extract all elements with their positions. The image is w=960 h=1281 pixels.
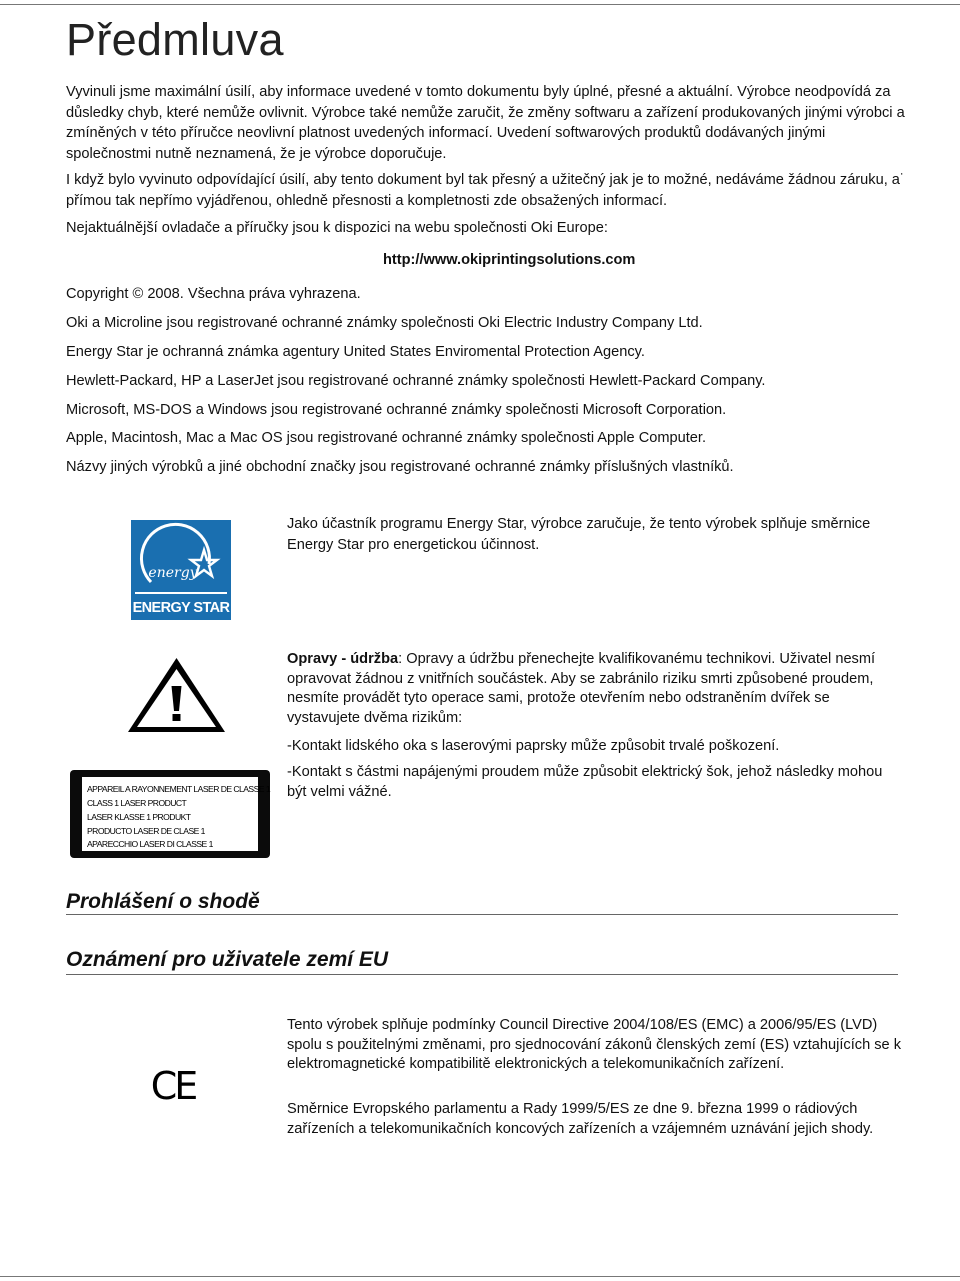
- top-rule: [0, 4, 960, 5]
- safety-heading: Opravy - údržba: [287, 651, 399, 667]
- safety-text: : Opravy a údržbu přenechejte kvalifikovanému technikovi. Uživatel nesmí opravovat žádnou z vnitřních součástek. Aby se zabránilo riziku smrti způsobené proudem, nesmíte provádět tyto operace sami, protože otevřením nebo odstraněním dvířek se vystavujete dvěma rizikům:: [287, 651, 876, 726]
- intro-paragraph-3: Nejaktuálnější ovladače a příručky jsou k dispozici na webu společnosti Oki Europe:: [66, 220, 608, 236]
- laser-label-line-es: PRODUCTO LASER DE CLASE 1: [87, 826, 205, 836]
- website-link[interactable]: http://www.okiprintingsolutions.com: [383, 252, 636, 268]
- trademark-energy-star: Energy Star je ochranná známka agentury United States Enviromental Protection Agency.: [66, 344, 645, 360]
- section-rule-conformity: [66, 914, 898, 915]
- eu-radio-directive-paragraph: Směrnice Evropského parlamentu a Rady 1999/5/ES ze dne 9. března 1999 o rádiových zařízeních a telekomunikačních koncových zařízeních a vzájemném uznávání jejich shody.: [287, 1101, 874, 1137]
- laser-label-line-de: LASER KLASSE 1 PRODUKT: [87, 812, 191, 822]
- trademark-apple: Apple, Macintosh, Mac a Mac OS jsou registrované ochranné známky společnosti Apple Computer.: [66, 430, 707, 446]
- ce-mark-text: CE: [150, 1068, 196, 1104]
- intro-paragraph-2: I když bylo vyvinuto odpovídající úsilí, aby tento dokument byl tak přesný a užitečný jak je to možné, nedáváme žádnou záruku, a˙ přímou tak nepřímo vyjádřenou, ohledně přesnosti a kompletnosti zde obsažených informací.: [66, 172, 905, 209]
- safety-risk-eye: -Kontakt lidského oka s laserovými paprsky může způsobit trvalé poškození.: [287, 738, 780, 754]
- copyright-text: Copyright © 2008. Všechna práva vyhrazena.: [66, 286, 361, 302]
- laser-class-label: [70, 770, 270, 858]
- section-title-eu-notice: Oznámení pro uživatele zemí EU: [66, 948, 389, 971]
- trademark-oki: Oki a Microline jsou registrované ochranné známky společnosti Oki Electric Industry Company Ltd.: [66, 315, 703, 331]
- warning-icon: [126, 656, 227, 734]
- trademark-others: Názvy jiných výrobků a jiné obchodní značky jsou registrované ochranné známky příslušných vlastníků.: [66, 459, 734, 475]
- eu-directive-paragraph: Tento výrobek splňuje podmínky Council Directive 2004/108/ES (EMC) a 2006/95/ES (LVD) spolu s použitelnými změnami, pro sjednocování zákonů členských zemí (ES) vztahujících se k elektromagnetické kompatibilitě elektronických a telekomunikačních zařízení.: [287, 1017, 902, 1072]
- trademark-hp: Hewlett-Packard, HP a LaserJet jsou registrované ochranné známky společnosti Hewlett-Packard Company.: [66, 373, 766, 389]
- section-title-conformity: Prohlášení o shodě: [66, 890, 260, 913]
- laser-label-line-en: CLASS 1 LASER PRODUCT: [87, 798, 187, 808]
- intro-paragraph-1: Vyvinuli jsme maximální úsilí, aby informace uvedené v tomto dokumentu byly úplné, přesné a aktuální. Výrobce neodpovídá za důsledky chyb, které nemůže ovlivnit. Výrobce také nemůže zaručit, že změny softwaru a zařízení produkovaných jinými výrobci a zmíněných v této příručce neovlivní platnost uvedených informací. Uvedení softwarových produktů dodávaných jinými společnostmi nutně neznamená, že je výrobce doporučuje.: [66, 84, 905, 162]
- bottom-rule: [0, 1276, 960, 1277]
- safety-risk-shock: -Kontakt s částmi napájenými proudem může způsobit elektrický šok, jehož následky mohou být velmi vážné.: [287, 764, 883, 800]
- energy-script-text: energy: [148, 565, 198, 581]
- energy-star-logo-text: ENERGY STAR: [132, 600, 230, 616]
- energy-star-statement: Jako účastník programu Energy Star, výrobce zaručuje, že tento výrobek splňuje směrnice Energy Star pro energetickou účinnost.: [287, 516, 871, 553]
- safety-paragraph: [287, 650, 902, 728]
- laser-label-line-it: APARECCHIO LASER DI CLASSE 1: [87, 839, 213, 849]
- energy-star-logo: [131, 520, 231, 620]
- ce-mark-icon: [149, 1068, 197, 1104]
- trademark-microsoft: Microsoft, MS-DOS a Windows jsou registrované ochranné známky společnosti Microsoft Corporation.: [66, 402, 727, 418]
- section-rule-eu-notice: [66, 974, 898, 975]
- page-title: Předmluva: [66, 14, 284, 65]
- laser-label-line-fr: APPAREIL A RAYONNEMENT LASER DE CLASSE 1: [87, 784, 271, 794]
